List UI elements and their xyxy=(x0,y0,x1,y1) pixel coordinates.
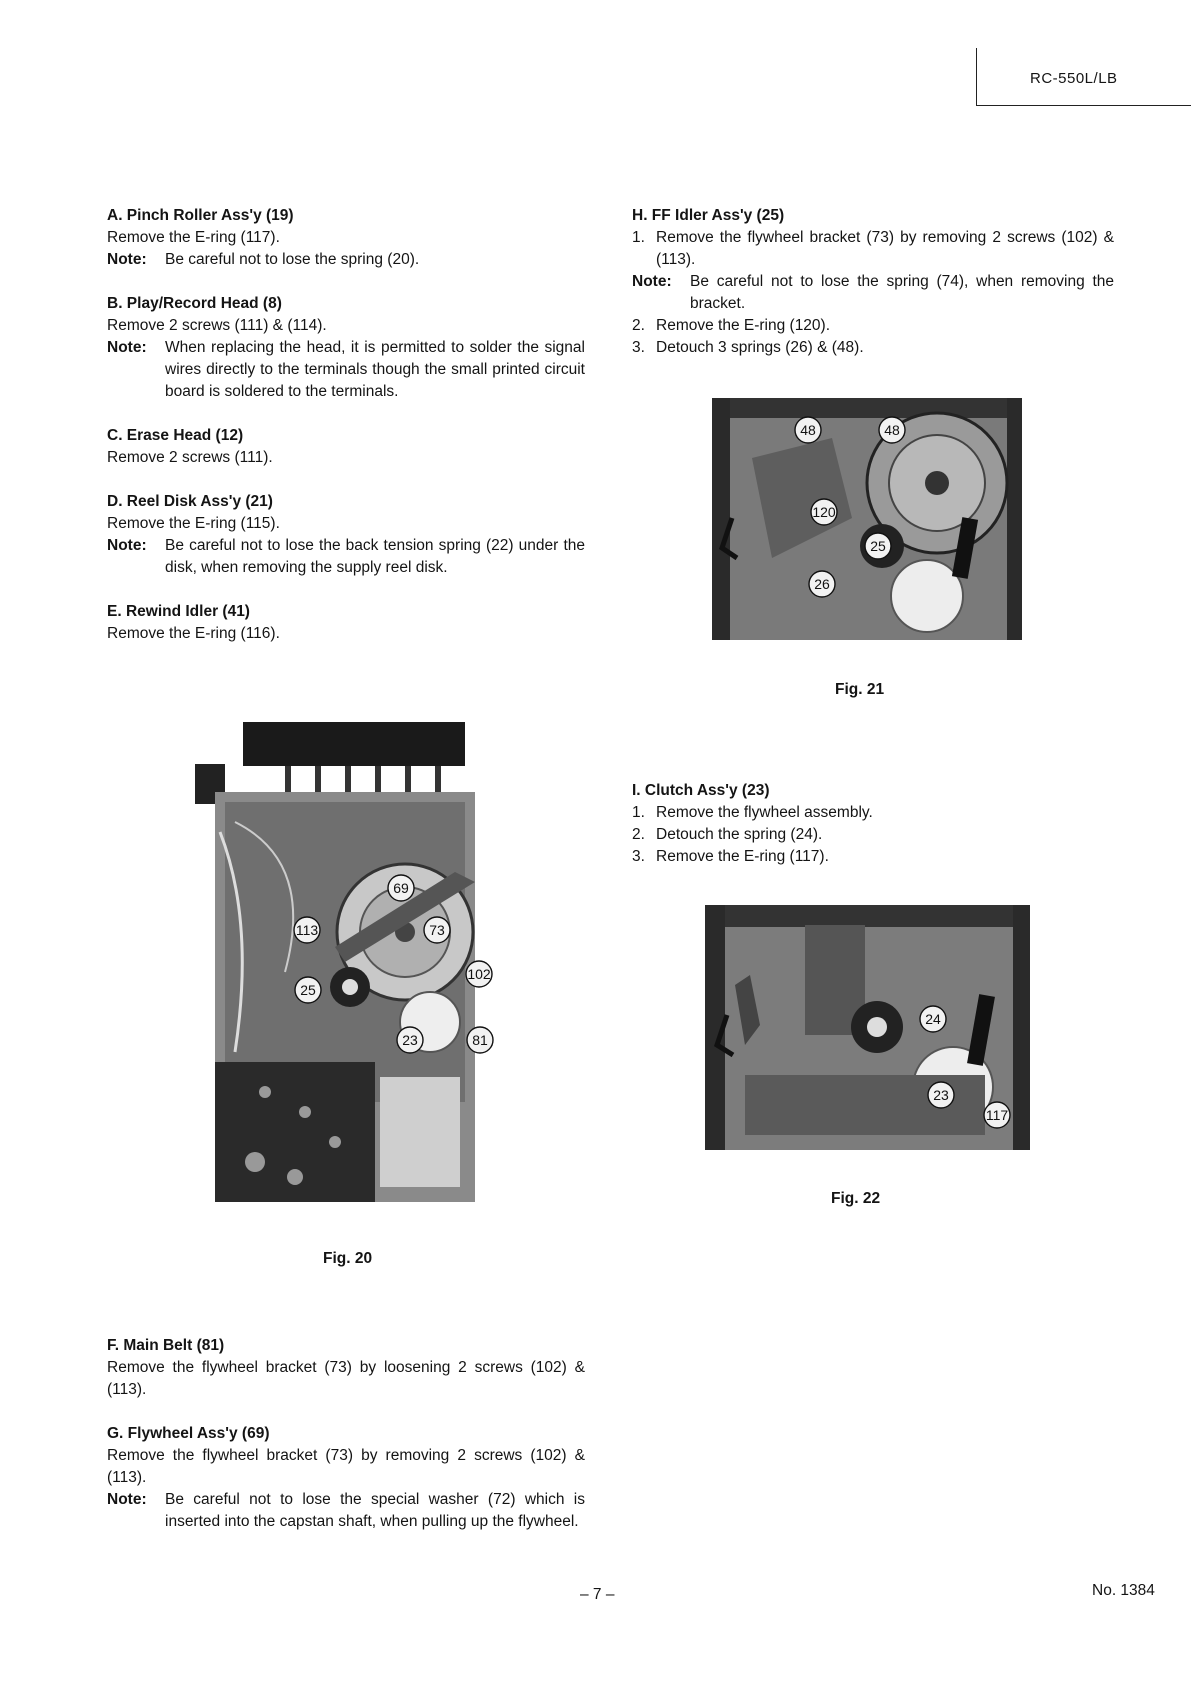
svg-text:69: 69 xyxy=(393,880,409,896)
svg-text:26: 26 xyxy=(814,576,830,592)
note-label: Note: xyxy=(107,339,147,356)
section-f xyxy=(107,1335,585,1401)
note-text: Be careful not to lose the spring (20). xyxy=(165,251,420,268)
step-text: Remove the flywheel bracket (73) by removing 2 screws (102) & (113). xyxy=(656,229,1114,268)
section-title: G. Flywheel Ass'y (69) xyxy=(107,1425,270,1442)
svg-text:23: 23 xyxy=(933,1087,949,1103)
step-text: Detouch the spring (24). xyxy=(656,826,823,843)
section-line: Remove the E-ring (117). xyxy=(107,229,280,246)
note xyxy=(632,271,1114,315)
callout-117 xyxy=(984,1102,1010,1128)
section-title: C. Erase Head (12) xyxy=(107,427,244,444)
note-label: Note: xyxy=(107,537,147,554)
svg-text:102: 102 xyxy=(467,966,491,982)
document-number: No. 1384 xyxy=(1092,1582,1155,1599)
section-title: F. Main Belt (81) xyxy=(107,1337,225,1354)
section-title: I. Clutch Ass'y (23) xyxy=(632,782,770,799)
svg-text:48: 48 xyxy=(884,422,900,438)
step xyxy=(632,846,1114,868)
step xyxy=(632,824,1114,846)
page-number: – 7 – xyxy=(580,1586,615,1603)
step-number: 2. xyxy=(632,317,645,334)
section-d xyxy=(107,491,585,579)
callout-102 xyxy=(466,961,492,987)
step-text: Remove the E-ring (117). xyxy=(656,848,829,865)
step xyxy=(632,337,1114,359)
section-text: Remove the flywheel bracket (73) by loosening 2 screws (102) & (113). xyxy=(107,1359,585,1398)
note xyxy=(107,337,585,403)
callout-81 xyxy=(467,1027,493,1053)
section-b xyxy=(107,293,585,403)
svg-text:120: 120 xyxy=(812,504,836,520)
model-number: RC-550L/LB xyxy=(1030,70,1118,87)
fig20-callouts xyxy=(195,722,495,1210)
note xyxy=(107,249,585,271)
svg-text:113: 113 xyxy=(295,922,319,938)
callout-48-left xyxy=(795,417,821,443)
callout-48-right xyxy=(879,417,905,443)
section-line: Remove the E-ring (115). xyxy=(107,515,280,532)
section-c xyxy=(107,425,585,469)
step-text: Detouch 3 springs (26) & (48). xyxy=(656,339,864,356)
section-i xyxy=(632,780,1114,868)
step-number: 3. xyxy=(632,339,645,356)
section-title: H. FF Idler Ass'y (25) xyxy=(632,207,785,224)
step xyxy=(632,315,1114,337)
section-title: B. Play/Record Head (8) xyxy=(107,295,282,312)
step xyxy=(632,802,1114,824)
callout-69 xyxy=(388,875,414,901)
note xyxy=(107,535,585,579)
note-label: Note: xyxy=(107,1491,147,1508)
svg-text:24: 24 xyxy=(925,1011,941,1027)
fig21-caption: Fig. 21 xyxy=(835,681,885,698)
section-line: Remove the E-ring (116). xyxy=(107,625,280,642)
note xyxy=(107,1489,585,1533)
callout-113 xyxy=(294,917,320,943)
callout-73 xyxy=(424,917,450,943)
fig22-callouts xyxy=(705,905,1030,1150)
fig21-callouts xyxy=(712,398,1022,640)
callout-25 xyxy=(295,977,321,1003)
svg-text:23: 23 xyxy=(402,1032,418,1048)
step-number: 2. xyxy=(632,826,645,843)
callout-23 xyxy=(928,1082,954,1108)
step-number: 1. xyxy=(632,804,645,821)
section-line: Remove 2 screws (111). xyxy=(107,449,273,466)
callout-24 xyxy=(920,1006,946,1032)
step-number: 1. xyxy=(632,229,645,246)
section-a xyxy=(107,205,585,271)
callout-26 xyxy=(809,571,835,597)
svg-text:25: 25 xyxy=(300,982,316,998)
note-label: Note: xyxy=(632,273,672,290)
note-label: Note: xyxy=(107,251,147,268)
section-title: E. Rewind Idler (41) xyxy=(107,603,250,620)
note-text: Be careful not to lose the back tension spring (22) under the disk, when removing the supply reel disk. xyxy=(165,537,585,576)
section-h xyxy=(632,205,1114,359)
svg-text:25: 25 xyxy=(870,538,886,554)
step-text: Remove the flywheel assembly. xyxy=(656,804,873,821)
bottom-left-column xyxy=(107,1335,585,1555)
fig20-caption: Fig. 20 xyxy=(323,1250,373,1267)
note-text: When replacing the head, it is permitted to solder the signal wires directly to the terminals though the small printed circuit board is soldered to the terminals. xyxy=(165,339,585,400)
callout-120 xyxy=(811,499,837,525)
section-title: A. Pinch Roller Ass'y (19) xyxy=(107,207,294,224)
section-title: D. Reel Disk Ass'y (21) xyxy=(107,493,273,510)
callout-25 xyxy=(865,533,891,559)
section-text: Remove the flywheel bracket (73) by removing 2 screws (102) & (113). xyxy=(107,1447,585,1486)
step-text: Remove the E-ring (120). xyxy=(656,317,831,334)
note-text: Be careful not to lose the special washer (72) which is inserted into the capstan shaft, when pulling up the flywheel. xyxy=(165,1491,585,1530)
step-number: 3. xyxy=(632,848,645,865)
step xyxy=(632,227,1114,271)
section-e xyxy=(107,601,585,645)
note-text: Be careful not to lose the spring (74), when removing the bracket. xyxy=(690,273,1114,312)
svg-text:81: 81 xyxy=(472,1032,488,1048)
fig22-caption: Fig. 22 xyxy=(831,1190,881,1207)
svg-text:48: 48 xyxy=(800,422,816,438)
section-line: Remove 2 screws (111) & (114). xyxy=(107,317,327,334)
svg-text:73: 73 xyxy=(429,922,445,938)
left-column xyxy=(107,205,585,667)
svg-text:117: 117 xyxy=(985,1107,1009,1123)
callout-23 xyxy=(397,1027,423,1053)
section-g xyxy=(107,1423,585,1533)
